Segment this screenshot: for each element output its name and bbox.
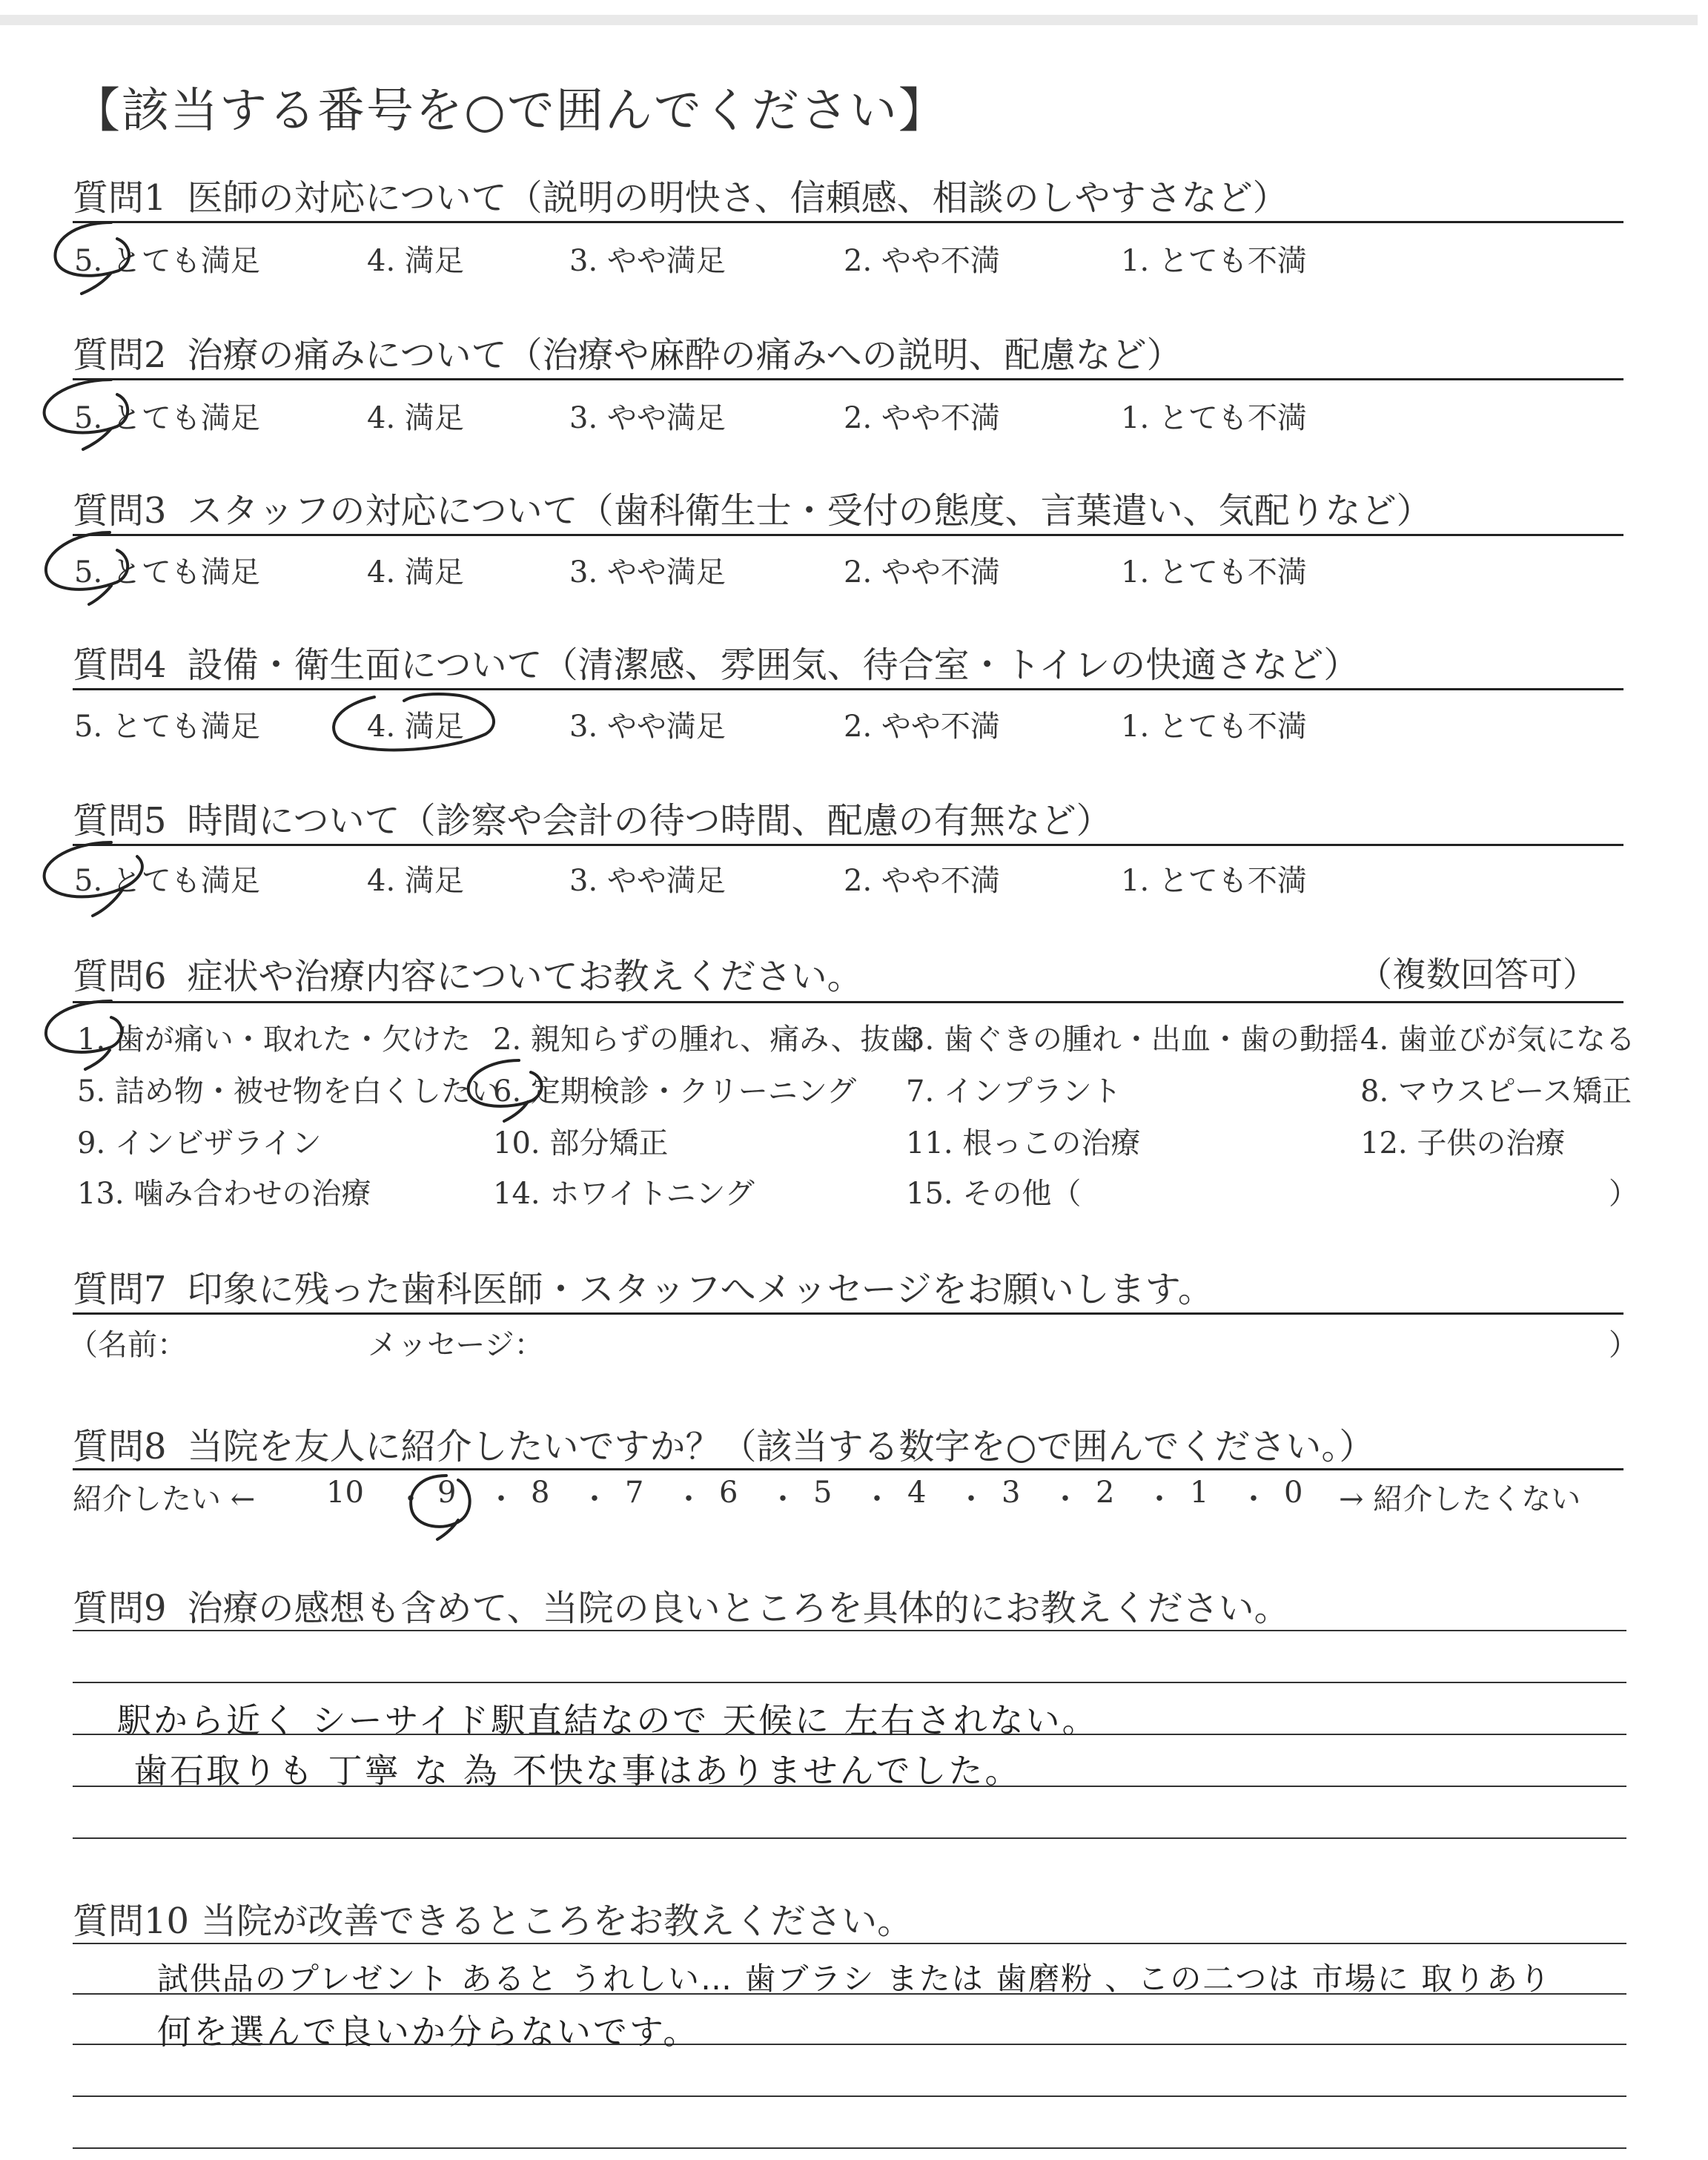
scale-0[interactable]: 0 [1284,1476,1303,1510]
question-7 [73,1261,1214,1312]
recommend-right-label: → 紹介したくない [1339,1482,1581,1516]
q6-item-13[interactable]: 13. 噛み合わせの治療 [77,1177,371,1211]
question-number: 質問2 [73,334,167,376]
question-text: 医師の対応について（説明の明快さ、信頼感、相談のしやすさなど） [187,177,1288,219]
question-text: 治療の感想も含めて、当院の良いところを具体的にお教えください。 [187,1588,1290,1629]
q2-option-4[interactable]: 4. 満足 [367,401,464,435]
q6-item-15[interactable]: 15. その他（ [906,1177,1082,1211]
q3-option-5[interactable]: 5. とても満足 [74,555,260,589]
q5-option-3[interactable]: 3. やや満足 [569,864,726,898]
q4-option-2[interactable]: 2. やや不満 [844,710,1000,744]
divider [73,1312,1623,1315]
q6-item-1[interactable]: 1. 歯が痛い・取れた・欠けた [77,1023,471,1057]
question-text: 時間について（診察や会計の待つ時間、配慮の有無など） [187,800,1112,842]
scale-dot: ・ [674,1482,704,1516]
scale-1[interactable]: 1 [1190,1476,1209,1510]
multiple-answers-note: （複数回答可） [1358,954,1597,994]
q1-option-2[interactable]: 2. やや不満 [844,244,1000,278]
question-10 [73,1892,913,1943]
scale-dot: ・ [862,1482,892,1516]
q6-item-3[interactable]: 3. 歯ぐきの腫れ・出血・歯の動揺 [906,1023,1359,1057]
q6-item-5[interactable]: 5. 詰め物・被せ物を白くしたい [77,1074,500,1109]
answer-line [73,1943,1626,1944]
scale-dot: ・ [768,1482,798,1516]
question-number: 質問3 [73,490,167,532]
scale-9[interactable]: 9 [437,1476,457,1510]
scale-4[interactable]: 4 [907,1476,927,1510]
question-1 [73,169,1288,220]
question-number: 質問5 [73,800,167,842]
question-3 [73,482,1432,533]
q4-option-5[interactable]: 5. とても満足 [74,710,260,744]
q6-item-6[interactable]: 6. 定期検診・クリーニング [493,1074,857,1109]
answer-line [73,2147,1626,2149]
q2-option-1[interactable]: 1. とても不満 [1121,401,1307,435]
question-text: 印象に残った歯科医師・スタッフへメッセージをお願いします。 [187,1269,1214,1310]
q3-option-2[interactable]: 2. やや不満 [844,555,1000,589]
question-number: 質問9 [73,1588,167,1629]
q10-answer-line-1: 試供品のプレゼント あると うれしい… 歯ブラシ または 歯磨粉 、この二つは 市場に 取りあり [157,1961,1552,1997]
q1-option-5[interactable]: 5. とても満足 [74,244,260,278]
question-number: 質問1 [73,177,167,219]
scale-7[interactable]: 7 [625,1476,644,1510]
recommend-left-label: 紹介したい ← [73,1482,256,1516]
question-text: 当院が改善できるところをお教えください。 [201,1900,913,1942]
scale-dot: ・ [1050,1482,1080,1516]
q6-item-11[interactable]: 11. 根っこの治療 [906,1126,1141,1160]
q2-option-3[interactable]: 3. やや満足 [569,401,726,435]
divider [73,378,1623,380]
question-text: 設備・衛生面について（清潔感、雰囲気、待合室・トイレの快適さなど） [187,644,1360,686]
question-9 [73,1579,1290,1631]
q3-option-4[interactable]: 4. 満足 [367,555,464,589]
q6-item-7[interactable]: 7. インプラント [906,1074,1122,1109]
divider [73,221,1623,223]
scan-edge [0,15,1698,25]
scale-3[interactable]: 3 [1002,1476,1021,1510]
question-number: 質問8 [73,1426,167,1467]
q6-item-14[interactable]: 14. ホワイトニング [493,1177,755,1211]
other-close-paren: ） [1609,1177,1638,1211]
question-2 [73,326,1182,377]
answer-line [73,1682,1626,1683]
answer-line [73,2095,1626,2097]
divider [73,534,1623,536]
q9-answer-line-1: 駅から近く シーサイド駅直結なので 天候に 左右されない。 [117,1700,1099,1740]
scale-10[interactable]: 10 [326,1476,364,1510]
q3-option-3[interactable]: 3. やや満足 [569,555,726,589]
q1-option-4[interactable]: 4. 満足 [367,244,464,278]
name-label: （名前： [68,1328,187,1362]
question-number: 質問10 [73,1900,190,1942]
scale-dot: ・ [486,1482,516,1516]
question-number: 質問4 [73,644,167,686]
divider [73,688,1623,690]
q5-option-5[interactable]: 5. とても満足 [74,864,260,898]
scale-dot: ・ [1145,1482,1174,1516]
scale-dot: ・ [396,1482,426,1516]
q2-option-2[interactable]: 2. やや不満 [844,401,1000,435]
q6-item-8[interactable]: 8. マウスピース矯正 [1360,1074,1632,1109]
page-title: 【該当する番号を○で囲んでください】 [73,84,947,139]
q6-item-9[interactable]: 9. インビザライン [77,1126,322,1160]
question-text: 治療の痛みについて（治療や麻酔の痛みへの説明、配慮など） [187,334,1182,376]
question-number: 質問7 [73,1269,167,1310]
question-6 [73,948,863,999]
scale-dot: ・ [580,1482,609,1516]
question-text: スタッフの対応について（歯科衛生士・受付の態度、言葉遣い、気配りなど） [187,490,1432,532]
answer-line [73,1837,1626,1839]
question-number: 質問6 [73,956,167,997]
divider [73,844,1623,846]
scale-dot: ・ [1239,1482,1268,1516]
q2-option-5[interactable]: 5. とても満足 [74,401,260,435]
scale-dot: ・ [956,1482,986,1516]
q6-item-12[interactable]: 12. 子供の治療 [1360,1126,1566,1160]
scale-5[interactable]: 5 [813,1476,833,1510]
answer-line [73,1630,1626,1631]
q9-answer-line-2: 歯石取りも 丁寧 な 為 不快な事はありませんでした。 [133,1751,1022,1791]
q6-item-10[interactable]: 10. 部分矯正 [493,1126,669,1160]
question-text: 症状や治療内容についてお教えください。 [187,956,863,997]
q10-answer-line-2: 何を選んで良いか分らないです。 [157,2012,700,2052]
q5-option-2[interactable]: 2. やや不満 [844,864,1000,898]
q4-option-1[interactable]: 1. とても不満 [1121,710,1307,744]
q1-option-3[interactable]: 3. やや満足 [569,244,726,278]
divider [73,1468,1623,1470]
message-close-paren: ） [1609,1328,1638,1362]
q6-item-2[interactable]: 2. 親知らずの腫れ、痛み、抜歯 [493,1023,920,1057]
message-label: メッセージ： [368,1328,544,1362]
scale-6[interactable]: 6 [719,1476,738,1510]
q4-option-4[interactable]: 4. 満足 [367,710,464,744]
q5-option-1[interactable]: 1. とても不満 [1121,864,1307,898]
q5-option-4[interactable]: 4. 満足 [367,864,464,898]
q3-option-1[interactable]: 1. とても不満 [1121,555,1307,589]
question-5 [73,792,1112,843]
q4-option-3[interactable]: 3. やや満足 [569,710,726,744]
question-text: 当院を友人に紹介したいですか？（該当する数字を○で囲んでください。） [187,1426,1375,1467]
question-4 [73,636,1359,687]
question-8 [73,1418,1374,1469]
divider [73,1001,1623,1003]
scale-2[interactable]: 2 [1096,1476,1115,1510]
q1-option-1[interactable]: 1. とても不満 [1121,244,1307,278]
q6-item-4[interactable]: 4. 歯並びが気になる [1360,1023,1635,1057]
scale-8[interactable]: 8 [531,1476,550,1510]
